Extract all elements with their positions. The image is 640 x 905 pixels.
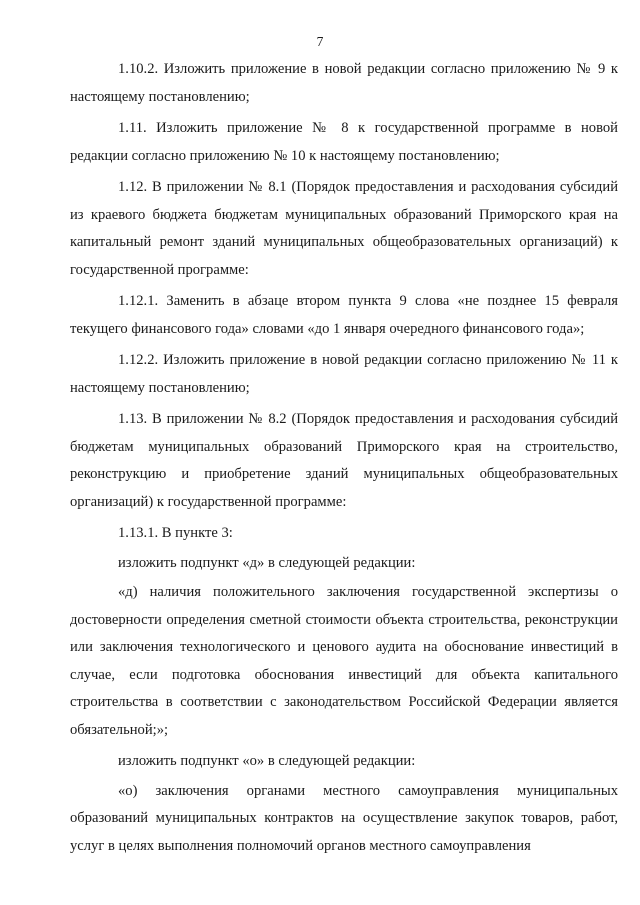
paragraph-subitem-o-intro: изложить подпункт «о» в следующей редакции: [118, 753, 416, 769]
paragraph-subitem-d-text: «д) наличия положительного заключения государственной экспертизы о достоверности определения сметной стоимости объекта строительства, реконструкции или заключения технологического и ценового аудита на обоснование инвестиций в случае, если подготовка обоснования инвестиций для объекта капитального строительства в соответствии с законодательством Российской Федерации является обязательной;»; [70, 584, 618, 738]
paragraph-1-11: 1.11. Изложить приложение № 8 к государственной программе в новой редакции согласно приложению № 10 к настоящему постановлению; [70, 120, 618, 164]
paragraph-1-13: 1.13. В приложении № 8.2 (Порядок предоставления и расходования субсидий бюджетам муниципальных образований Приморского края на строительство, реконструкцию и приобретение зданий муниципальных общеобразовательных организаций) к государственной программе: [70, 411, 618, 510]
paragraph-1-12: 1.12. В приложении № 8.1 (Порядок предоставления и расходования субсидий из краевого бюджета бюджетам муниципальных образований Приморского края на капитальный ремонт зданий муниципальных общеобразовательных организаций) к государственной программе: [70, 179, 618, 278]
paragraph-1-10-2: 1.10.2. Изложить приложение в новой редакции согласно приложению № 9 к настоящему постановлению; [70, 61, 618, 105]
document-body [70, 56, 618, 864]
paragraph-1-12-2: 1.12.2. Изложить приложение в новой редакции согласно приложению № 11 к настоящему постановлению; [70, 352, 618, 396]
paragraph-subitem-o-text: «о) заключения органами местного самоуправления муниципальных образований муниципальных контрактов на осуществление закупок товаров, работ, услуг в целях выполнения полномочий органов местного самоуправления [70, 782, 618, 854]
paragraph-subitem-d-intro: изложить подпункт «д» в следующей редакции: [118, 554, 416, 571]
paragraph-1-12-1: 1.12.1. Заменить в абзаце втором пункта 9 слова «не позднее 15 февраля текущего финансового года» словами «до 1 января очередного финансового года»; [70, 293, 618, 337]
page-number: 7 [316, 34, 324, 49]
paragraph-1-13-1: 1.13.1. В пункте 3: [118, 525, 233, 541]
